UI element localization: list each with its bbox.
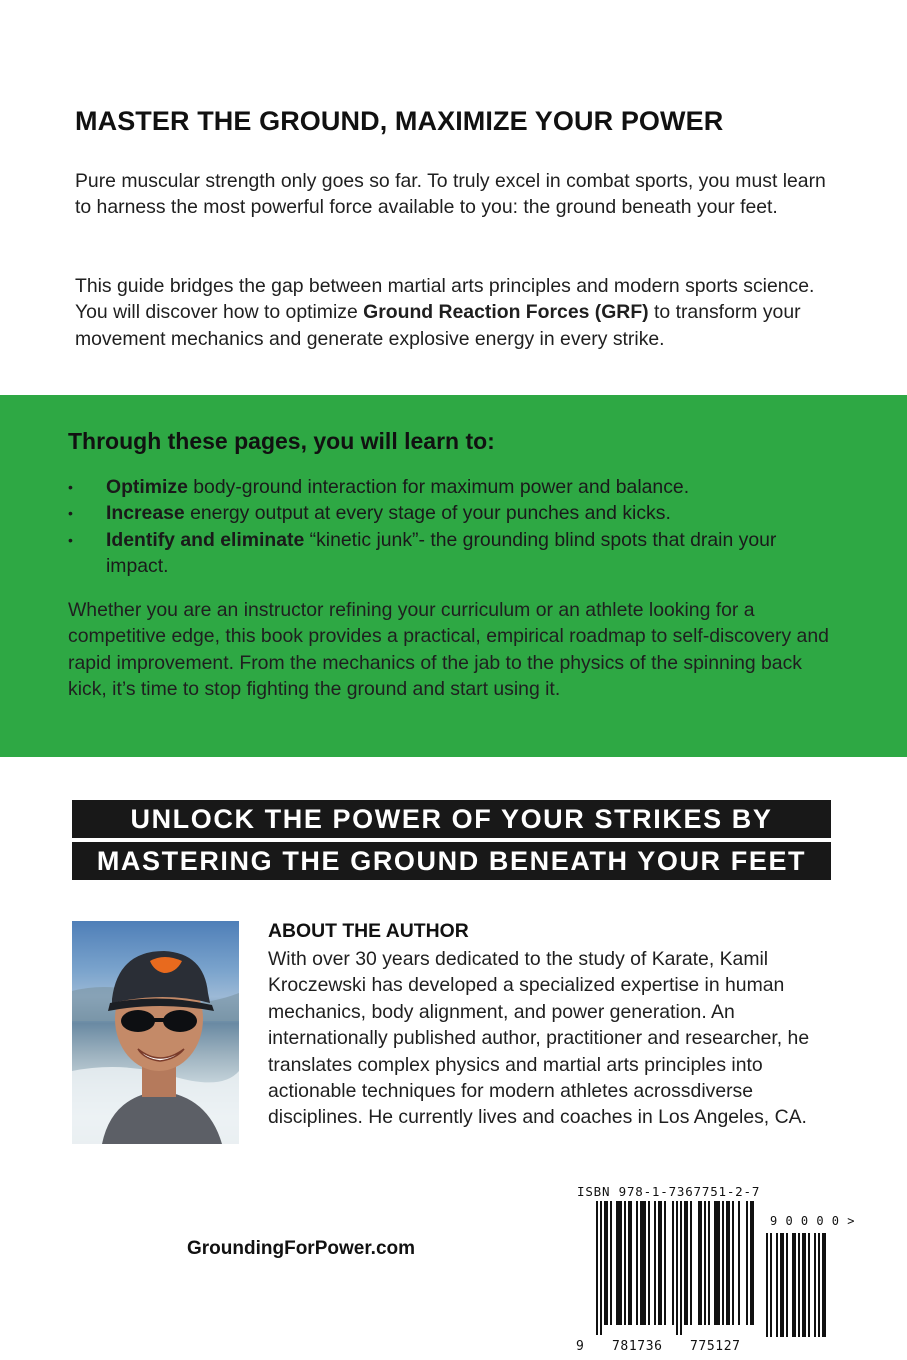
intro-paragraph-1: Pure muscular strength only goes so far. To truly excel in combat sports, you must learn to harness the most powerful force available to you: the ground beneath your feet.	[75, 170, 826, 219]
barcode-bar	[808, 1233, 810, 1337]
bullet-icon: •	[68, 505, 73, 522]
barcode-bar	[786, 1233, 788, 1337]
barcode-bar	[610, 1201, 612, 1325]
barcode-bar	[738, 1201, 740, 1325]
barcode-bar	[616, 1201, 622, 1325]
barcode-bar	[698, 1201, 702, 1325]
intro-paragraph-2	[75, 273, 845, 352]
learn-heading: Through these pages, you will learn to:	[68, 428, 495, 454]
barcode-bar	[822, 1233, 826, 1337]
barcode-bar	[814, 1233, 816, 1337]
author-bio: With over 30 years dedicated to the study of Karate, Kamil Kroczewski has developed a specialized expertise in human mechanics, body alignment, and power generation. An internationally published author, practitioner and researcher, he translates complex physics and martial arts principles into actionable techniques for modern athletes acrossdiverse disciplines. He currently lives and coaches in Los Angeles, CA.	[268, 948, 810, 1129]
barcode-bar	[722, 1201, 724, 1325]
grf-emphasis: Ground Reaction Forces (GRF)	[363, 301, 649, 324]
barcode-digit-prefix: 9	[576, 1339, 584, 1354]
barcode-bar	[708, 1201, 710, 1325]
barcode-bar	[624, 1201, 626, 1325]
barcode-bar	[628, 1201, 632, 1325]
intro-p2-text-end: to transform your movement mechanics and generate explosive energy in every strike.	[75, 301, 801, 350]
barcode-bar	[798, 1233, 800, 1337]
barcode-bar	[750, 1201, 754, 1325]
learn-item-bold: Identify and eliminate	[106, 528, 305, 551]
banner-line-2: MASTERING THE GROUND BENEATH YOUR FEET	[72, 842, 831, 880]
barcode-bar	[672, 1201, 674, 1325]
barcode-digits-right: 775127	[690, 1339, 741, 1354]
isbn-label: ISBN 978-1-7367751-2-7	[577, 1184, 761, 1199]
intro-p2-text: This guide bridges the gap between martial arts principles and modern sports science. You will discover how to optimize	[75, 275, 815, 324]
closing-paragraph: Whether you are an instructor refining your curriculum or an athlete looking for a competitive edge, this book provides a practical, empirical roadmap to self-discovery and rapid improvement. From the mechanics of the jab to the physics of the spinning back kick, it’s time to stop fighting the ground and start using it.	[68, 599, 829, 701]
author-portrait-illustration	[72, 921, 239, 1144]
learn-bullet-list	[68, 474, 828, 580]
author-photo	[72, 921, 239, 1144]
barcode-bar	[802, 1233, 806, 1337]
learn-item	[68, 500, 828, 526]
barcode-bar	[746, 1201, 748, 1325]
barcode-addon-number: 9 0 0 0 0 >	[770, 1214, 855, 1228]
learn-item-text: body-ground interaction for maximum power and balance.	[187, 476, 690, 498]
learn-item-text: energy output at every stage of your punches and kicks.	[184, 502, 671, 525]
about-author-heading: ABOUT THE AUTHOR	[268, 920, 469, 942]
barcode-bar	[600, 1201, 602, 1335]
barcode-bar	[648, 1201, 650, 1325]
barcode-bar	[690, 1201, 692, 1325]
barcode-bar	[676, 1201, 678, 1335]
website-link[interactable]: GroundingForPower.com	[187, 1238, 416, 1259]
barcode-addon-icon	[766, 1233, 836, 1340]
barcode-bar	[704, 1201, 706, 1325]
barcode-bar	[684, 1201, 688, 1325]
learn-item-bold: Increase	[106, 502, 185, 525]
barcode-main-icon	[596, 1201, 756, 1339]
barcode-bar	[780, 1233, 784, 1337]
bullet-icon: •	[68, 479, 73, 495]
barcode-bar	[604, 1201, 608, 1325]
barcode-digits-left: 781736	[612, 1339, 663, 1354]
back-cover-headline: MASTER THE GROUND, MAXIMIZE YOUR POWER	[75, 106, 724, 136]
barcode-bar	[776, 1233, 778, 1337]
learn-item-bold: Optimize	[106, 476, 188, 498]
learn-item	[68, 474, 828, 500]
barcode-bar	[818, 1233, 820, 1337]
barcode-bar	[726, 1201, 730, 1325]
learn-item-text: “kinetic junk”- the grounding blind spots that drain your impact.	[106, 528, 777, 578]
barcode-bar	[640, 1201, 646, 1325]
barcode-bar	[770, 1233, 772, 1337]
barcode-bar	[766, 1233, 768, 1337]
barcode-bar	[664, 1201, 666, 1325]
barcode-bar	[732, 1201, 734, 1325]
barcode-bar	[714, 1201, 720, 1325]
banner-line-1: UNLOCK THE POWER OF YOUR STRIKES BY	[72, 800, 831, 838]
barcode-bar	[654, 1201, 656, 1325]
learn-item	[68, 527, 828, 580]
barcode-bar	[792, 1233, 796, 1337]
barcode-bar	[596, 1201, 598, 1335]
barcode-bar	[680, 1201, 682, 1335]
barcode-bar	[636, 1201, 638, 1325]
barcode-bar	[658, 1201, 662, 1325]
bullet-icon: •	[68, 531, 73, 548]
